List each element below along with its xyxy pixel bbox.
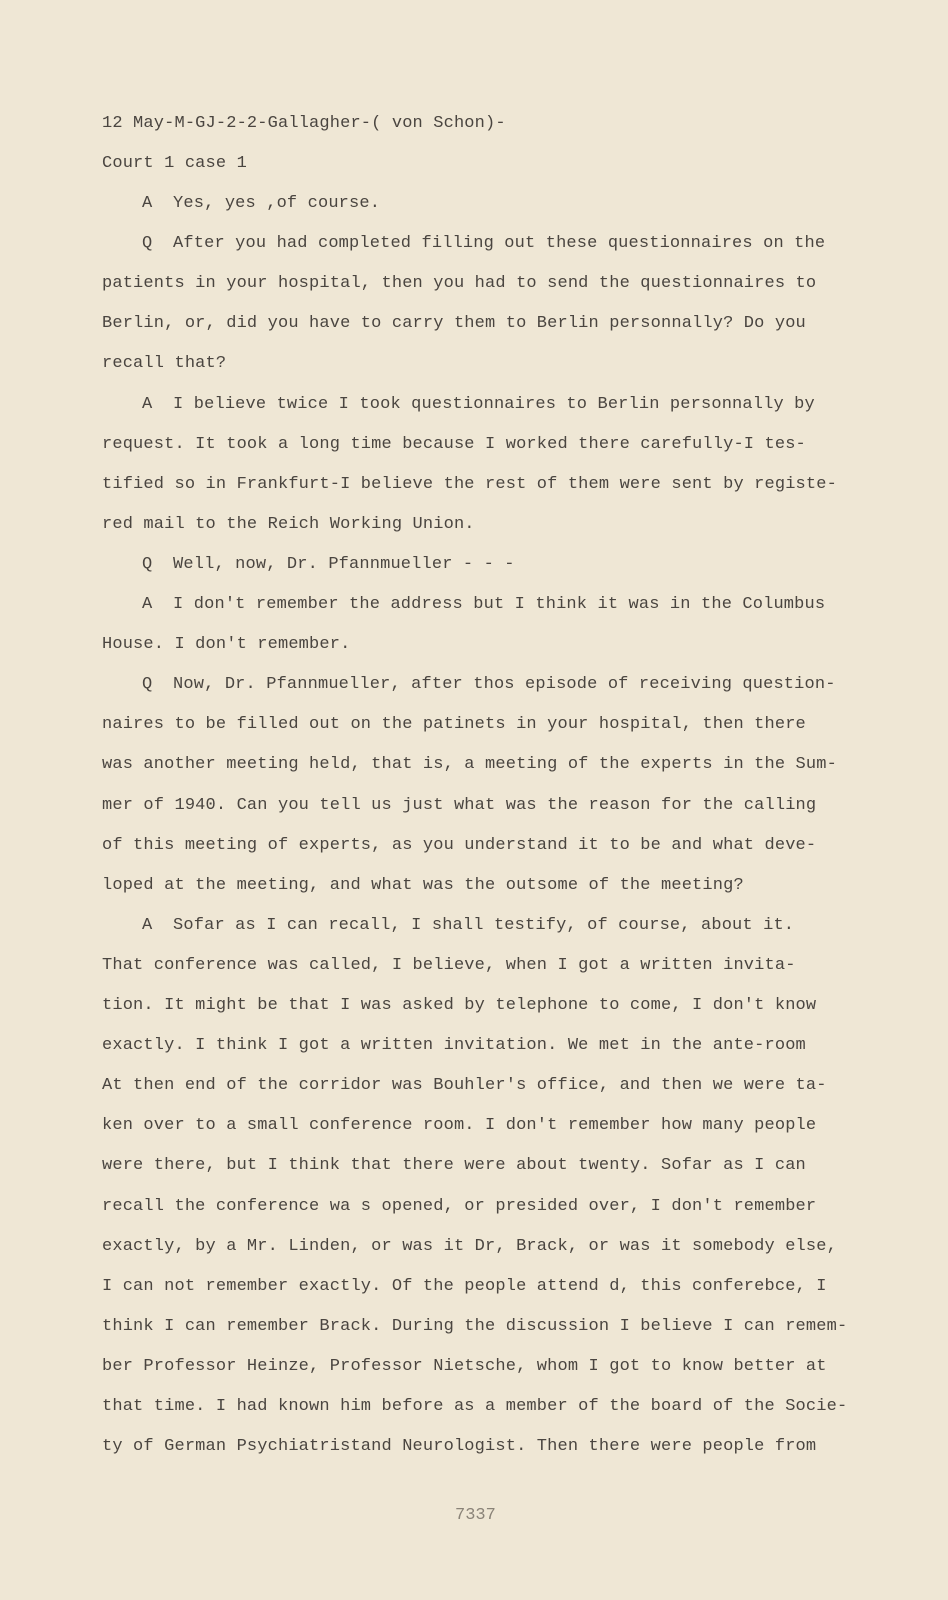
transcript-line: ken over to a small conference room. I don't remember how many people xyxy=(102,1116,817,1135)
transcript-line: A I believe twice I took questionnaires to Berlin personnally by xyxy=(142,395,815,414)
transcript-line: recall the conference wa s opened, or presided over, I don't remember xyxy=(102,1197,817,1216)
transcript-line: tion. It might be that I was asked by telephone to come, I don't know xyxy=(102,996,817,1015)
transcript-line: recall that? xyxy=(102,354,227,373)
transcript-line: patients in your hospital, then you had to send the questionnaires to xyxy=(102,274,817,293)
transcript-line: that time. I had known him before as a member of the board of the Socie- xyxy=(102,1397,848,1416)
transcript-line: were there, but I think that there were about twenty. Sofar as I can xyxy=(102,1156,806,1175)
transcript-line: A Yes, yes ,of course. xyxy=(142,194,381,213)
transcript-line: loped at the meeting, and what was the outsome of the meeting? xyxy=(102,876,744,895)
transcript-line: That conference was called, I believe, when I got a written invita- xyxy=(102,956,796,975)
transcript-line: think I can remember Brack. During the discussion I believe I can remem- xyxy=(102,1317,848,1336)
transcript-line: At then end of the corridor was Bouhler's office, and then we were ta- xyxy=(102,1076,827,1095)
court-line: Court 1 case 1 xyxy=(102,154,247,173)
transcript-line: Q Well, now, Dr. Pfannmueller - - - xyxy=(142,555,515,574)
transcript-line: Q Now, Dr. Pfannmueller, after thos episode of receiving question- xyxy=(142,675,836,694)
transcript-line: A I don't remember the address but I think it was in the Columbus xyxy=(142,595,826,614)
transcript-line: A Sofar as I can recall, I shall testify, of course, about it. xyxy=(142,916,795,935)
transcript-line: red mail to the Reich Working Union. xyxy=(102,515,475,534)
transcript-line: tified so in Frankfurt-I believe the rest of them were sent by registe- xyxy=(102,475,837,494)
transcript-line: exactly, by a Mr. Linden, or was it Dr, Brack, or was it somebody else, xyxy=(102,1237,837,1256)
transcript-line: Berlin, or, did you have to carry them to Berlin personnally? Do you xyxy=(102,314,806,333)
transcript-line: was another meeting held, that is, a meeting of the experts in the Sum- xyxy=(102,755,837,774)
transcript-line: naires to be filled out on the patinets in your hospital, then there xyxy=(102,715,806,734)
transcript-line: request. It took a long time because I worked there carefully-I tes- xyxy=(102,435,806,454)
transcript-line: mer of 1940. Can you tell us just what was the reason for the calling xyxy=(102,796,817,815)
transcript-line: House. I don't remember. xyxy=(102,635,351,654)
page-number: 7337 xyxy=(455,1506,496,1525)
transcript-line: I can not remember exactly. Of the people attend d, this conferebce, I xyxy=(102,1277,827,1296)
transcript-line: exactly. I think I got a written invitation. We met in the ante-room xyxy=(102,1036,806,1055)
transcript-line: of this meeting of experts, as you understand it to be and what deve- xyxy=(102,836,817,855)
transcript-line: ber Professor Heinze, Professor Nietsche, whom I got to know better at xyxy=(102,1357,827,1376)
transcript-line: ty of German Psychiatristand Neurologist. Then there were people from xyxy=(102,1437,817,1456)
transcript-line: Q After you had completed filling out these questionnaires on the xyxy=(142,234,826,253)
document-header: 12 May-M-GJ-2-2-Gallagher-( von Schon)- xyxy=(102,114,506,133)
